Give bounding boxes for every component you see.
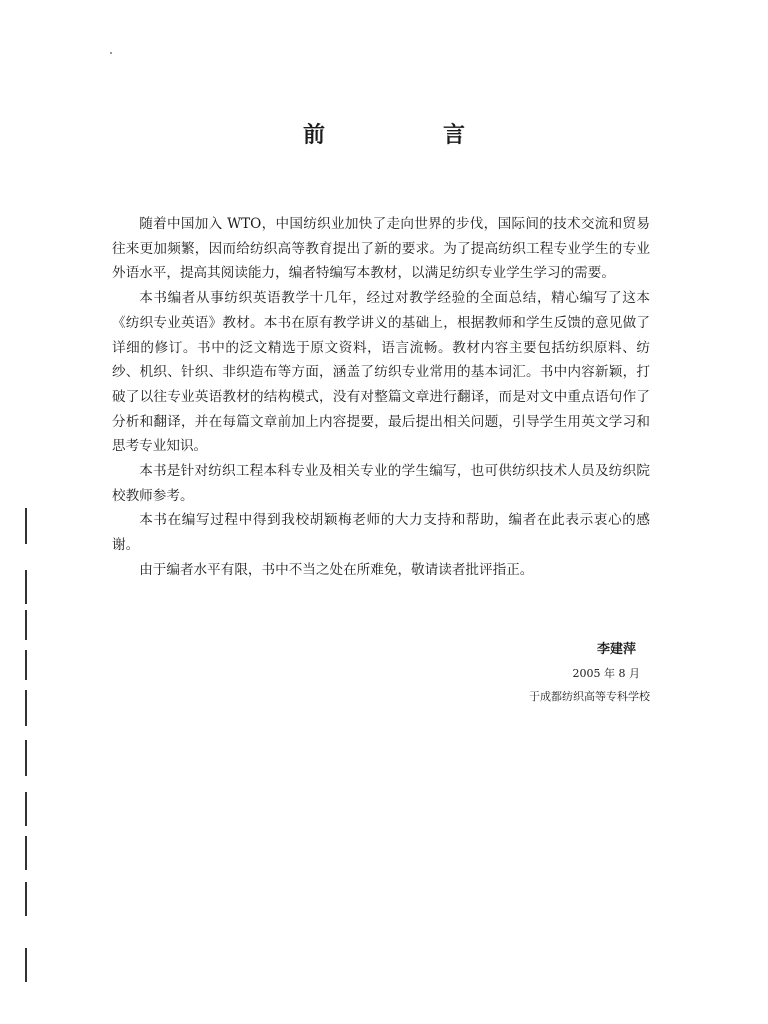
scan-margin-mark [25, 690, 27, 726]
scan-speck [110, 52, 112, 54]
scan-margin-mark [25, 836, 27, 870]
scan-margin-mark [25, 882, 27, 916]
signature-place: 于成都纺织高等专科学校 [529, 690, 650, 703]
preface-body [112, 212, 650, 583]
author-name: 李建萍 [596, 642, 636, 657]
scan-margin-mark [25, 610, 27, 640]
page-title: 前 言 [302, 122, 513, 148]
scan-margin-mark [25, 650, 27, 680]
signature-date: 2005 年 8 月 [572, 667, 640, 680]
scan-margin-mark [25, 948, 27, 982]
scan-margin-mark [25, 792, 27, 826]
paragraph: 本书编者从事纺织英语教学十几年，经过对教学经验的全面总结，精心编写了这本《纺织专业英语》教材。本书在原有教学讲义的基础上，根据教师和学生反馈的意见做了详细的修订。书中的泛文精选于原文资料，语言流畅。教材内容主要包括纺织原料、纺纱、机织、针织、非织造布等方面，涵盖了纺织专业常用的基本词汇。书中内容新颖，打破了以往专业英语教材的结构模式，没有对整篇文章进行翻译，而是对文中重点语句作了分析和翻译，并在每篇文章前加上内容提要，最后提出相关问题，引导学生用英文学习和思考专业知识。 [112, 290, 650, 455]
scan-margin-mark [25, 570, 27, 604]
scan-margin-mark [25, 508, 27, 544]
paragraph: 由于编者水平有限，书中不当之处在所难免，敬请读者批评指正。 [139, 561, 534, 578]
paragraph: 本书在编写过程中得到我校胡颖梅老师的大力支持和帮助，编者在此表示衷心的感谢。 [112, 512, 650, 554]
paragraph: 本书是针对纺织工程本科专业及相关专业的学生编写，也可供纺织技术人员及纺织院校教师参考。 [112, 463, 650, 504]
scan-margin-mark [25, 740, 27, 776]
paragraph: 随着中国加入 WTO，中国纺织业加快了走向世界的步伐，国际间的技术交流和贸易往来更加频繁，因而给纺织高等教育提出了新的要求。为了提高纺织工程专业学生的专业外语水平，提高其阅读能力，编者特编写本教材，以满足纺织专业学生学习的需要。 [112, 216, 650, 282]
